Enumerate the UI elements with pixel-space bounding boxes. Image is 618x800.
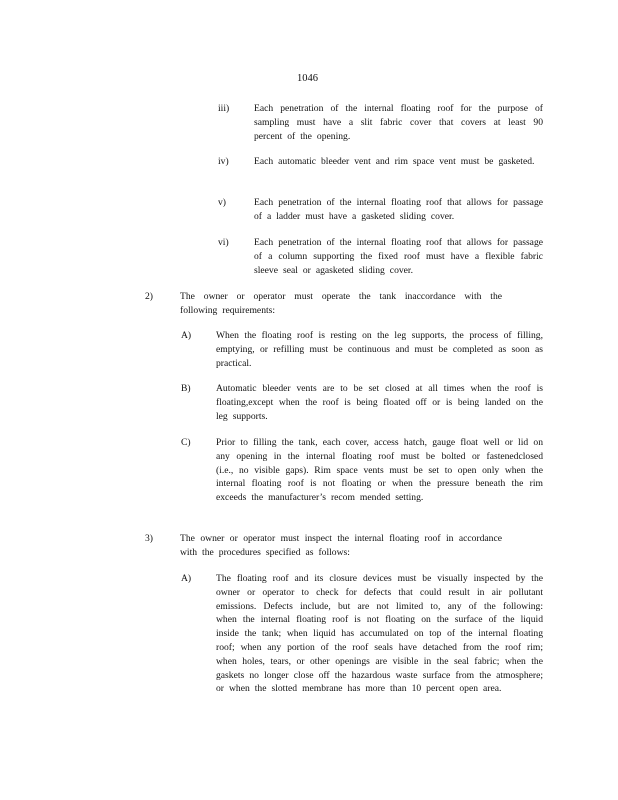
subitem-text: Prior to filling the tank, each cover, access hatch, gauge float well or lid on any opening in the internal floating roof must be bolted or fastenedclosed (i.e., no visible gaps). Rim space vents must be set to open only when the internal floating roof is not floating or when the pressure beneath the rim exceeds the manufacturer’s recom mended setting. <box>216 437 543 504</box>
subitem-text: Automatic bleeder vents are to be set closed at all times when the roof is floating,except when the roof is being floated off or is being landed on the leg supports. <box>216 383 543 422</box>
subitem-text: Each penetration of the internal floating roof that allows for passage of a ladder must have a gasketed sliding cover. <box>254 197 543 222</box>
subitem-marker: A) <box>181 330 192 341</box>
subitem-marker: B) <box>181 383 191 394</box>
item-marker: 2) <box>145 291 153 302</box>
item-text: The owner or operator must inspect the internal floating roof in accordance with the procedures specified as follows: <box>180 533 502 558</box>
subitem-marker: vi) <box>218 237 229 248</box>
subitem-marker: A) <box>181 573 192 584</box>
item-text: The owner or operator must operate the tank inaccordance with the following requirements: <box>180 291 502 316</box>
subitem-text: Each penetration of the internal floating roof for the purpose of sampling must have a slit fabric cover that covers at least 90 percent of the opening. <box>254 103 543 142</box>
subitem-text: The floating roof and its closure devices must be visually inspected by the owner or operator to check for defects that could result in air pollutant emissions. Defects include, but are not limited to, any of the following: when the internal floating roof is not floating on the surface of the liquid inside the tank; when liquid has accumulated on top of the internal floating roof; when any portion of the roof seals have detached from the roof rim; when holes, tears, or other openings are visible in the seal fabric; when the gaskets no longer close off the hazardous waste surface from the atmosphere; or when the slotted membrane has more than 10 percent open area. <box>216 573 543 695</box>
subitem-marker: iii) <box>218 103 230 114</box>
item-marker: 3) <box>145 533 153 544</box>
subitem-marker: iv) <box>218 156 229 167</box>
subitem-marker: C) <box>181 437 191 448</box>
page-number: 1046 <box>297 73 318 84</box>
subitem-marker: v) <box>218 197 226 208</box>
subitem-text: Each penetration of the internal floating roof that allows for passage of a column supporting the fixed roof must have a flexible fabric sleeve seal or agasketed sliding cover. <box>254 237 543 276</box>
subitem-text: Each automatic bleeder vent and rim space vent must be gasketed. <box>254 156 535 167</box>
subitem-text: When the floating roof is resting on the leg supports, the process of filling, emptying, or refilling must be continuous and must be completed as soon as practical. <box>216 330 543 369</box>
